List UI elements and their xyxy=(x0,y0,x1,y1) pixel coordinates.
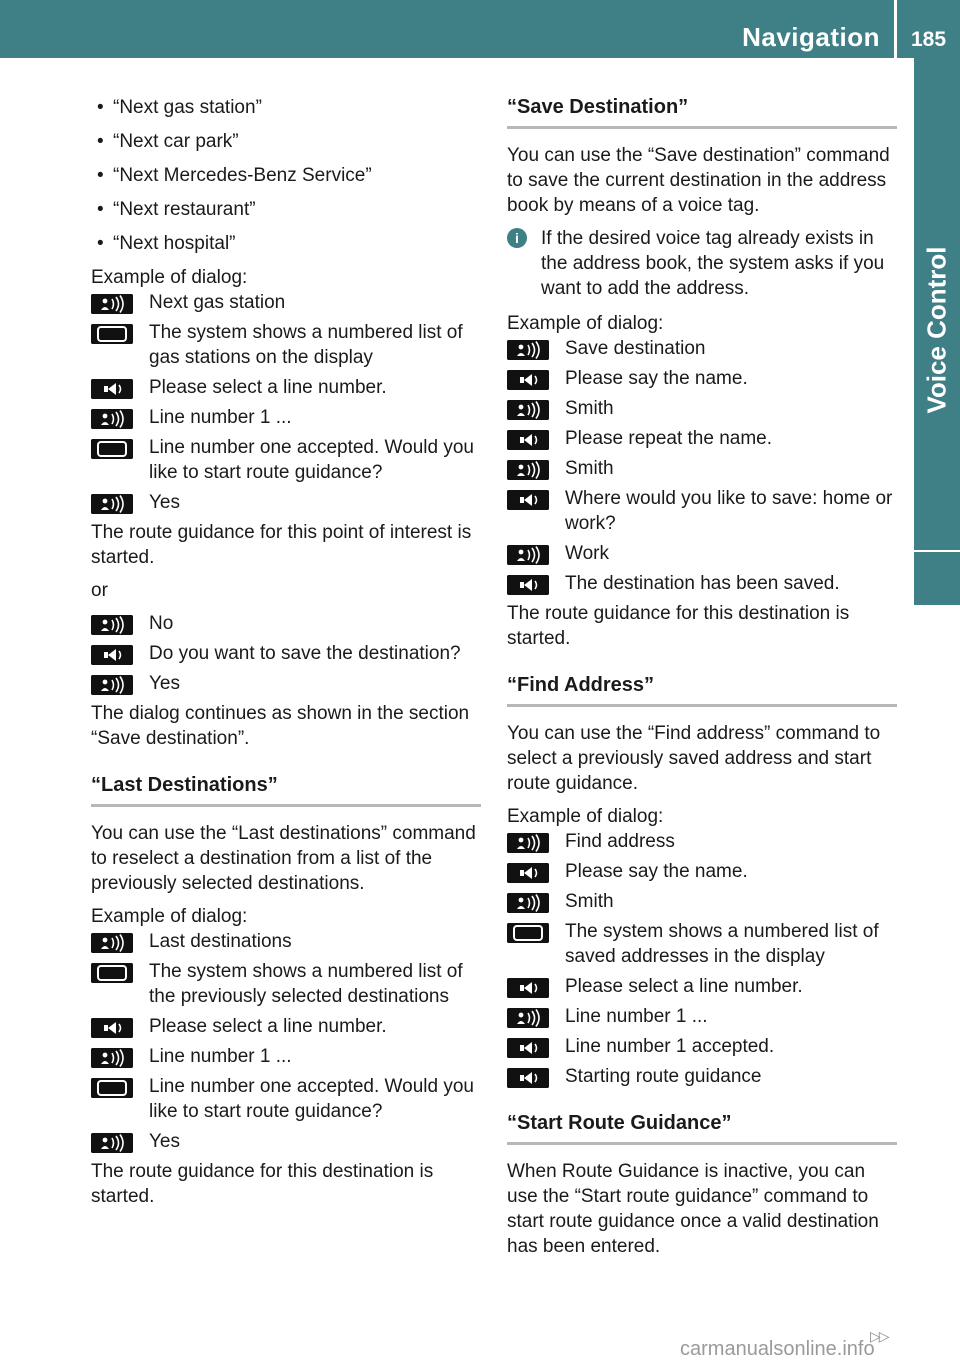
dialog-row xyxy=(507,1034,897,1059)
dialog-row xyxy=(91,641,481,666)
page-number: 185 xyxy=(910,28,947,51)
list-item: • “Next Mercedes-Benz Service” xyxy=(97,165,372,186)
system-response-icon xyxy=(507,486,565,511)
dialog-row xyxy=(91,375,481,400)
dialog-text: Please select a line number. xyxy=(149,377,387,398)
dialog-text: Smith xyxy=(565,398,614,419)
dialog-row xyxy=(507,829,897,854)
speaker-voice-icon xyxy=(507,1004,565,1029)
paragraph-or: or xyxy=(91,580,108,601)
speaker-voice-icon xyxy=(91,611,149,636)
dialog-row xyxy=(91,1014,481,1039)
dialog-text: Line number 1 ... xyxy=(149,407,292,428)
dialog-text: Line number 1 ... xyxy=(565,1006,708,1027)
paragraph: The route guidance for this destination is started. xyxy=(91,1161,434,1207)
system-response-icon xyxy=(507,571,565,596)
dialog-row xyxy=(507,919,897,969)
speaker-voice-icon xyxy=(91,1129,149,1154)
paragraph: You can use the “Save destination” command to save the current destination in the address book by means of a voice tag. xyxy=(507,145,890,216)
dialog-text: Work xyxy=(565,543,609,564)
dialog-row xyxy=(91,290,481,315)
paragraph: When Route Guidance is inactive, you can use the “Start route guidance” command to start route guidance once a valid destination has been entered. xyxy=(507,1161,879,1257)
display-icon xyxy=(91,435,149,460)
paragraph: The route guidance for this destination is started. xyxy=(507,603,850,649)
dialog-text: No xyxy=(149,613,174,634)
dialog-text: The destination has been saved. xyxy=(565,573,840,594)
right-column xyxy=(507,95,897,1267)
dialog-row xyxy=(91,1044,481,1069)
speaker-voice-icon xyxy=(507,829,565,854)
system-response-icon xyxy=(507,974,565,999)
section-heading: “Find Address” xyxy=(507,673,897,707)
dialog-row xyxy=(91,1074,481,1124)
list-item: • “Next restaurant” xyxy=(97,199,256,220)
dialog-text: Next gas station xyxy=(149,292,286,313)
system-response-icon xyxy=(91,375,149,400)
dialog-row xyxy=(507,426,897,451)
dialog-text: Line number 1 ... xyxy=(149,1046,292,1067)
side-tab-marker xyxy=(914,550,960,605)
speaker-voice-icon xyxy=(507,889,565,914)
display-icon xyxy=(91,320,149,345)
dialog-row xyxy=(507,571,897,596)
speaker-voice-icon xyxy=(507,336,565,361)
dialog-row xyxy=(507,889,897,914)
dialog-row xyxy=(507,1064,897,1089)
dialog-row xyxy=(91,671,481,696)
example-label: Example of dialog: xyxy=(507,313,664,334)
dialog-text: Starting route guidance xyxy=(565,1066,762,1087)
dialog-text: Smith xyxy=(565,458,614,479)
dialog-row xyxy=(91,490,481,515)
left-column xyxy=(91,95,481,1217)
paragraph: The dialog continues as shown in the section “Save destination”. xyxy=(91,703,470,749)
system-response-icon xyxy=(507,426,565,451)
info-icon: i xyxy=(507,228,527,248)
dialog-list xyxy=(507,336,897,596)
system-response-icon xyxy=(91,641,149,666)
dialog-row xyxy=(507,974,897,999)
dialog-row xyxy=(507,1004,897,1029)
dialog-list xyxy=(507,829,897,1089)
speaker-voice-icon xyxy=(91,671,149,696)
display-icon xyxy=(507,919,565,944)
dialog-text: Please say the name. xyxy=(565,861,748,882)
dialog-row xyxy=(507,336,897,361)
example-label: Example of dialog: xyxy=(91,906,248,927)
continue-arrows: ▷▷ xyxy=(870,1328,888,1344)
system-response-icon xyxy=(507,859,565,884)
example-label: Example of dialog: xyxy=(507,806,664,827)
dialog-text: Please say the name. xyxy=(565,368,748,389)
dialog-text: Last destinations xyxy=(149,931,292,952)
speaker-voice-icon xyxy=(507,456,565,481)
dialog-text: Please select a line number. xyxy=(149,1016,387,1037)
display-icon xyxy=(91,1074,149,1099)
watermark: carmanualsonline.info xyxy=(680,1338,875,1360)
dialog-text: Smith xyxy=(565,891,614,912)
dialog-text: Please repeat the name. xyxy=(565,428,773,449)
dialog-row xyxy=(507,486,897,536)
dialog-text: Yes xyxy=(149,492,180,513)
dialog-list xyxy=(91,929,481,1154)
speaker-voice-icon xyxy=(91,929,149,954)
list-item: • “Next car park” xyxy=(97,131,239,152)
dialog-text: Where would you like to save: home or work? xyxy=(565,488,893,534)
dialog-row xyxy=(91,959,481,1009)
dialog-text: Please select a line number. xyxy=(565,976,803,997)
paragraph: The route guidance for this point of interest is started. xyxy=(91,522,472,568)
dialog-row xyxy=(91,929,481,954)
dialog-row xyxy=(91,611,481,636)
dialog-row xyxy=(507,541,897,566)
speaker-voice-icon xyxy=(507,541,565,566)
dialog-row xyxy=(91,1129,481,1154)
speaker-voice-icon xyxy=(91,1044,149,1069)
dialog-row xyxy=(507,396,897,421)
system-response-icon xyxy=(91,1014,149,1039)
info-text: If the desired voice tag already exists in the address book, the system asks if you want to add the address. xyxy=(541,228,885,299)
list-item: • “Next gas station” xyxy=(97,97,262,118)
dialog-text: Line number 1 accepted. xyxy=(565,1036,775,1057)
list-item: • “Next hospital” xyxy=(97,233,236,254)
dialog-row xyxy=(91,320,481,370)
section-heading: “Last Destinations” xyxy=(91,773,481,807)
info-note xyxy=(507,226,897,301)
speaker-voice-icon xyxy=(507,396,565,421)
dialog-row xyxy=(507,366,897,391)
dialog-list xyxy=(91,290,481,515)
dialog-row xyxy=(91,435,481,485)
dialog-text: Line number one accepted. Would you like to start route guidance? xyxy=(149,437,474,483)
speaker-voice-icon xyxy=(91,490,149,515)
system-response-icon xyxy=(507,1064,565,1089)
dialog-row xyxy=(91,405,481,430)
system-response-icon xyxy=(507,366,565,391)
dialog-row xyxy=(507,456,897,481)
system-response-icon xyxy=(507,1034,565,1059)
speaker-voice-icon xyxy=(91,290,149,315)
display-icon xyxy=(91,959,149,984)
dialog-text: Save destination xyxy=(565,338,706,359)
section-heading: “Start Route Guidance” xyxy=(507,1111,897,1145)
dialog-text: The system shows a numbered list of the previously selected destinations xyxy=(149,961,463,1007)
section-title: Navigation xyxy=(742,22,880,52)
speaker-voice-icon xyxy=(91,405,149,430)
dialog-text: Find address xyxy=(565,831,675,852)
dialog-text: Do you want to save the destination? xyxy=(149,643,461,664)
dialog-text: Yes xyxy=(149,1131,180,1152)
dialog-text: The system shows a numbered list of saved addresses in the display xyxy=(565,921,879,967)
dialog-text: Yes xyxy=(149,673,180,694)
section-heading: “Save Destination” xyxy=(507,95,897,129)
paragraph: You can use the “Find address” command to select a previously saved address and start route guidance. xyxy=(507,723,881,794)
dialog-text: Line number one accepted. Would you like to start route guidance? xyxy=(149,1076,474,1122)
dialog-text: The system shows a numbered list of gas stations on the display xyxy=(149,322,463,368)
paragraph: You can use the “Last destinations” command to reselect a destination from a list of the previously selected destinations. xyxy=(91,823,476,894)
example-label: Example of dialog: xyxy=(91,267,248,288)
dialog-list xyxy=(91,611,481,696)
dialog-row xyxy=(507,859,897,884)
